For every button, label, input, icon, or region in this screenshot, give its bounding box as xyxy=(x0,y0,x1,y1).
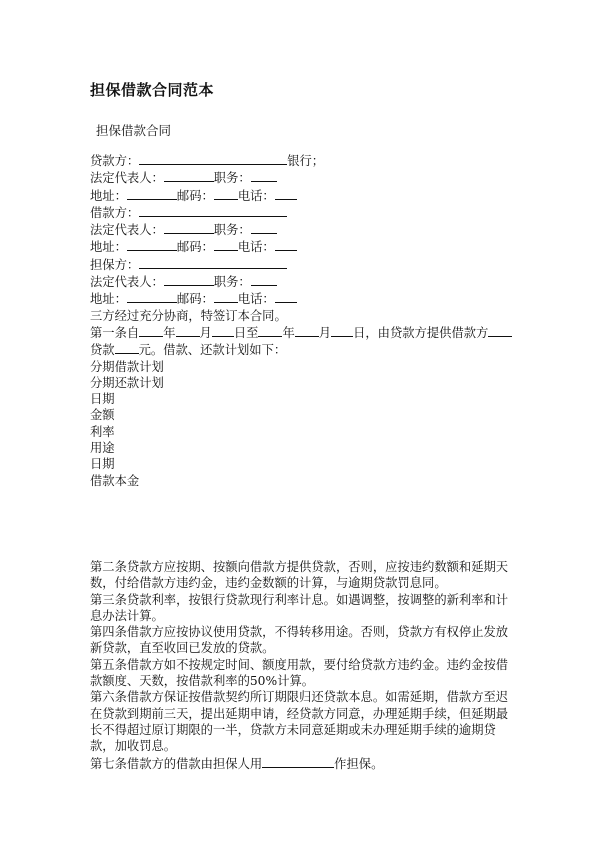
article-7: 第七条借款方的借款由担保人用 作担保。 xyxy=(90,756,384,771)
article-5: 第五条借款方如不按规定时间、额度用款，要付给贷款方违约金。违约金按借款额度、天数，按借款利率的50%计算。 xyxy=(90,657,509,689)
article-1-line-1: 第一条自 年 月 日至 年 月 日，由贷款方提供借款方 xyxy=(90,324,520,341)
plan-item: 借款本金 xyxy=(90,473,140,488)
borrower-blank xyxy=(139,204,287,217)
plan-item: 日期 xyxy=(90,457,115,472)
plan-item: 日期 xyxy=(90,392,115,407)
plan-list xyxy=(90,359,520,489)
contract-subtitle: 担保借款合同 xyxy=(96,123,172,138)
borrower-address-line: 地址： 邮码： 电话： xyxy=(90,238,520,255)
borrower-line: 借款方： xyxy=(90,204,520,221)
articles-section xyxy=(90,559,520,772)
lender-blank xyxy=(139,152,287,165)
lender-rep-line: 法定代表人： 职务： xyxy=(90,169,520,186)
parties-section xyxy=(90,152,520,489)
guarantor-address-line: 地址： 邮码： 电话： xyxy=(90,290,520,307)
guarantor-rep-line: 法定代表人： 职务： xyxy=(90,273,520,290)
guarantor-line: 担保方： xyxy=(90,256,520,273)
article-3: 第三条贷款利率，按银行贷款现行利率计息。如遇调整，按调整的新利率和计息办法计算。 xyxy=(90,592,509,623)
lender-line: 贷款方： 银行； xyxy=(90,154,325,168)
plan-item: 用途 xyxy=(90,441,115,456)
borrower-rep-line: 法定代表人： 职务： xyxy=(90,221,520,238)
article-4: 第四条借款方应按协议使用贷款，不得转移用途。否则，贷款方有权停止发放新贷款，直至收回已发放的贷款。 xyxy=(90,625,509,656)
article-6: 第六条借款方保证按借款契约所订期限归还贷款本息。如需延期，借款方至迟在贷款到期前三天，提出延期申请，经贷款方同意，办理延期手续，但延期最长不得超过原订期限的一半，贷款方未同意延期或未办理延期手续的逾期贷款，加收罚息。 xyxy=(90,690,509,754)
guarantee-blank xyxy=(262,755,334,768)
plan-item: 分期还款计划 xyxy=(90,375,164,390)
article-2: 第二条贷款方应按期、按额向借款方提供贷款，否则，应按违约数额和延期天数，付给借款方违约金，违约金数额的计算，与逾期贷款罚息同。 xyxy=(90,560,509,591)
guarantor-blank xyxy=(139,256,287,269)
article-1-line-2: 贷款 元。借款、还款计划如下： xyxy=(90,343,287,358)
plan-item: 分期借款计划 xyxy=(90,359,164,374)
lender-address-line: 地址： 邮码： 电话： xyxy=(90,187,520,204)
plan-item: 利率 xyxy=(90,424,115,439)
plan-item: 金额 xyxy=(90,408,115,423)
agreement-intro: 三方经过充分协商，特签订本合同。 xyxy=(90,308,287,323)
document-title: 担保借款合同范本 xyxy=(90,81,215,99)
